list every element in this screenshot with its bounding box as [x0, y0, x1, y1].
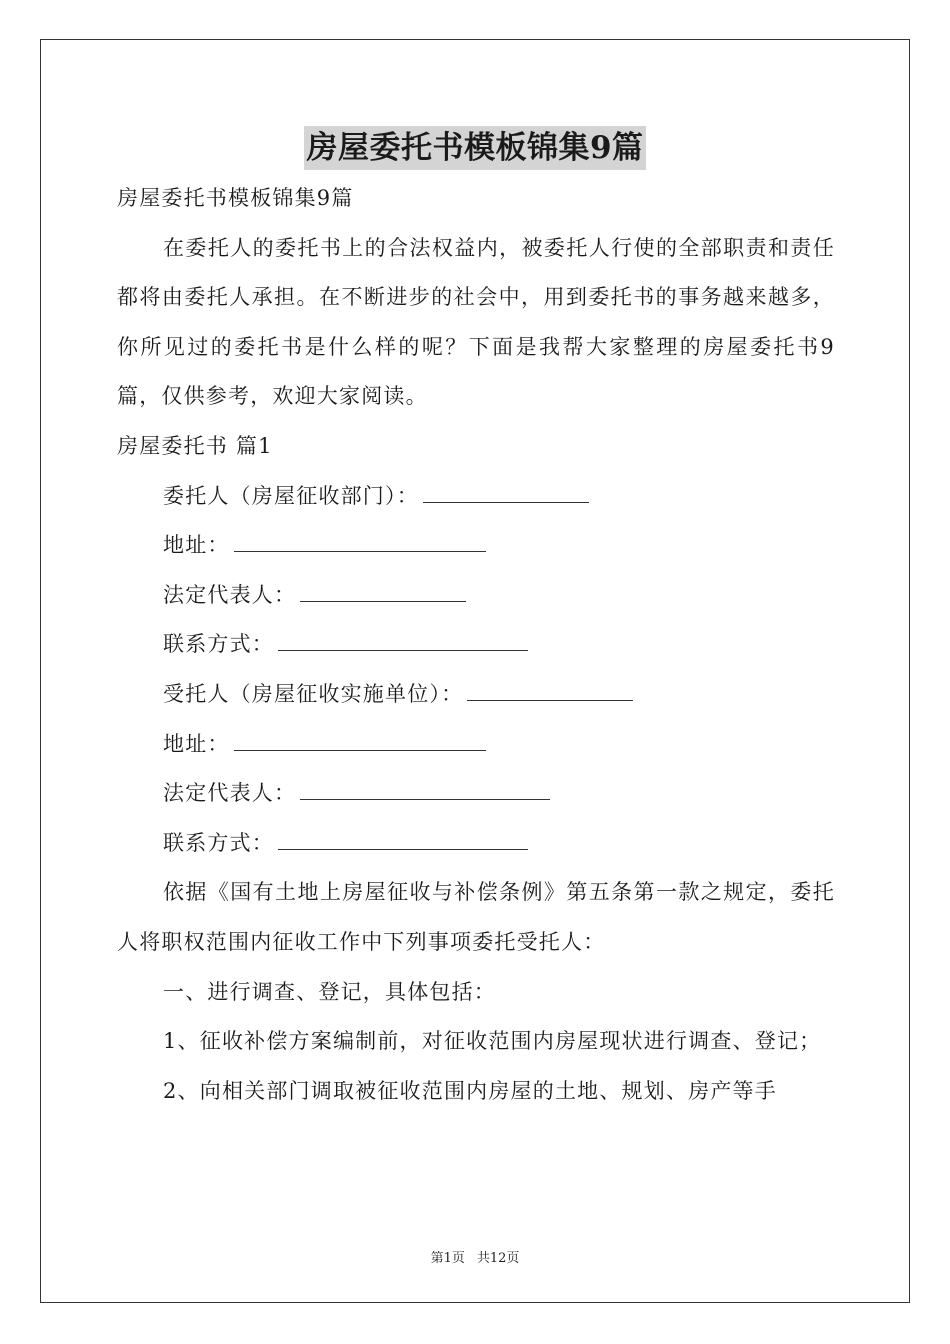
- field-principal-address: [117, 521, 835, 571]
- field-agent: [117, 670, 835, 720]
- field-blank: [423, 488, 589, 503]
- intro-paragraph: 在委托人的委托书上的合法权益内，被委托人行使的全部职责和责任都将由委托人承担。在不断进步的社会中，用到委托书的事务越来越多，你所见过的委托书是什么样的呢？下面是我帮大家整理的房屋委托书9篇，仅供参考，欢迎大家阅读。: [117, 235, 835, 409]
- section-heading: 房屋委托书 篇1: [117, 433, 273, 458]
- field-blank: [278, 636, 528, 651]
- subtitle: 房屋委托书模板锦集9篇: [117, 186, 354, 210]
- field-label: 地址：: [163, 533, 230, 558]
- field-blank: [234, 537, 486, 552]
- field-blank: [300, 587, 466, 602]
- document-content: [117, 174, 835, 1116]
- field-blank: [300, 785, 550, 800]
- field-principal-representative: [117, 571, 835, 621]
- field-principal: [117, 472, 835, 522]
- field-principal-contact: [117, 620, 835, 670]
- document-title: 房屋委托书模板锦集9篇: [304, 126, 645, 170]
- field-label: 法定代表人：: [163, 582, 297, 607]
- field-blank: [278, 835, 528, 850]
- page-number: 第1页: [430, 1251, 465, 1266]
- field-label: 受托人（房屋征收实施单位）：: [163, 681, 464, 706]
- title-wrap: [0, 126, 950, 170]
- field-agent-contact: [117, 819, 835, 869]
- field-agent-representative: [117, 769, 835, 819]
- body-paragraph: 一、进行调查、登记，具体包括：: [163, 979, 496, 1004]
- field-label: 地址：: [163, 731, 230, 756]
- field-label: 联系方式：: [163, 632, 274, 657]
- field-agent-address: [117, 720, 835, 770]
- body-paragraph: 2、向相关部门调取被征收范围内房屋的土地、规划、房产等手: [163, 1078, 777, 1103]
- field-label: 联系方式：: [163, 830, 274, 855]
- body-paragraph: 1、征收补偿方案编制前，对征收范围内房屋现状进行调查、登记；: [163, 1029, 822, 1054]
- body-paragraph: 依据《国有土地上房屋征收与补偿条例》第五条第一款之规定，委托人将职权范围内征收工作中下列事项委托受托人：: [117, 880, 835, 954]
- field-blank: [234, 736, 486, 751]
- field-label: 法定代表人：: [163, 781, 297, 806]
- page-total: 共12页: [476, 1251, 520, 1266]
- field-label: 委托人（房屋征收部门）：: [163, 483, 419, 508]
- field-blank: [467, 686, 633, 701]
- page-footer: [0, 1247, 950, 1266]
